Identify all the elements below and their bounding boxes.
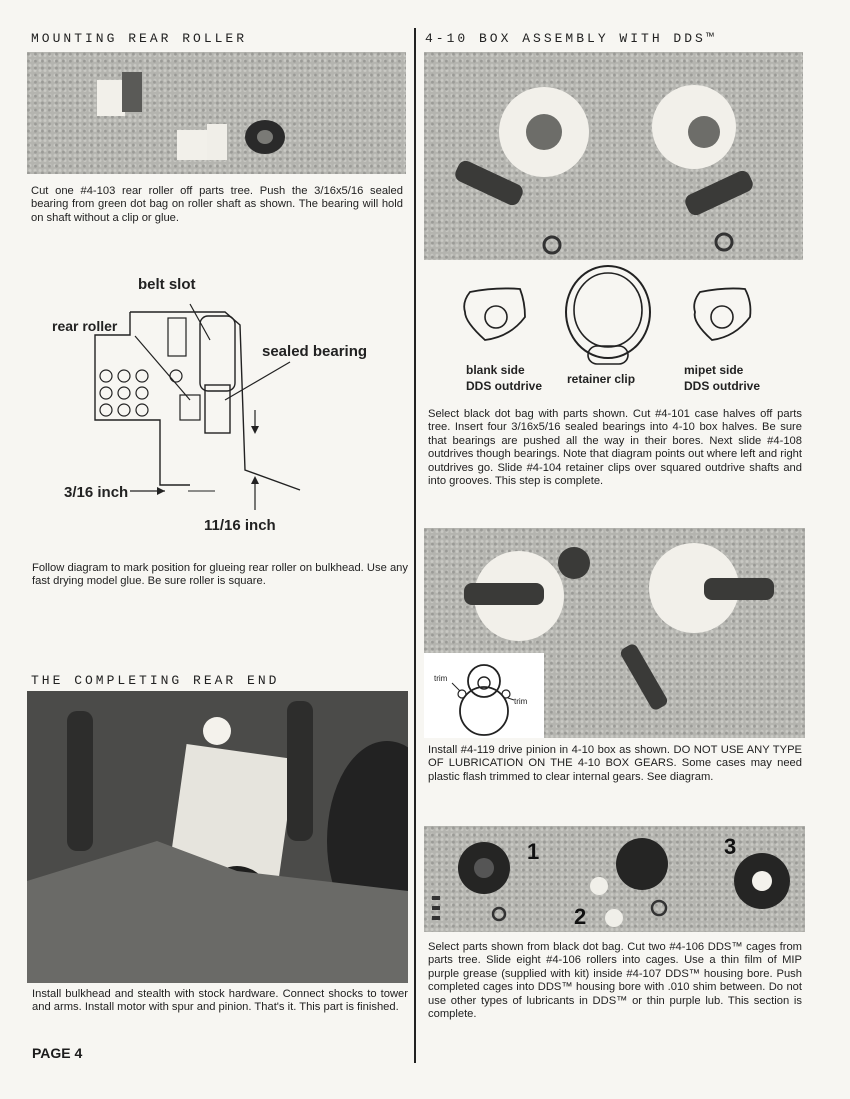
photo-rear-roller: [27, 52, 406, 174]
paragraph-pinion: Install #4-119 drive pinion in 4-10 box as shown. DO NOT USE ANY TYPE OF LUBRICATION ON THE 4-10 BOX GEARS. Some cases may need plastic flash trimmed to clear internal gears. See diagram.: [428, 744, 802, 783]
label-3-16-inch: 3/16 inch: [64, 484, 129, 501]
photo-dds-gears: [424, 826, 805, 932]
label-trim-right: trim: [514, 697, 528, 706]
label-trim-left: trim: [434, 674, 448, 683]
photo-box-halves: [424, 52, 803, 260]
label-number-2: 2: [574, 904, 587, 929]
heading-completing-rear-end: THE COMPLETING REAR END: [31, 673, 280, 688]
heading-mounting-rear-roller: MOUNTING REAR ROLLER: [31, 31, 248, 46]
label-mipet-side: mipet side: [684, 363, 744, 377]
paragraph-roller: Cut one #4-103 rear roller off parts tree. Push the 3/16x5/16 sealed bearing from green dot bag on roller shaft as shown. The bearing will hold on shaft without a clip or glue.: [31, 185, 403, 224]
paragraph-case: Select black dot bag with parts shown. Cut #4-101 case halves off parts tree. Insert four 3/16x5/16 sealed bearings into 4-10 box halves. Be sure that bearings are pushed all the way in their bores. Next slide #4-108 outdrives though bearings. Note that diagram points out where left and right outdrives go. Slide #4-104 retainer clips over squared outdrive shafts and into grooves. This step is complete.: [428, 408, 802, 488]
paragraph-glue: Follow diagram to mark position for glueing rear roller on bulkhead. Use any fast drying model glue. Be sure roller is square.: [32, 562, 408, 588]
label-blank-side-outdrive: DDS outdrive: [466, 379, 543, 393]
label-number-3: 3: [724, 834, 737, 859]
label-rear-roller: rear roller: [52, 318, 118, 334]
label-mipet-side-outdrive: DDS outdrive: [684, 379, 761, 393]
paragraph-cages: Select parts shown from black dot bag. Cut two #4-106 DDS™ cages from parts tree. Slide eight #4-106 rollers into cages. Use a thin film of MIP purple grease (supplied with kit) inside #4-107 DDS™ housing bore. Push completed cages into DDS™ housing bore with .010 shim between. Do not use other types of lubricants in DDS™ or thin purple lub. This section is complete.: [428, 941, 802, 1021]
label-11-16-inch: 11/16 inch: [204, 517, 276, 534]
label-belt-slot: belt slot: [138, 276, 196, 293]
diagram-roller-position: [40, 270, 400, 540]
page-number: PAGE 4: [32, 1045, 83, 1061]
label-blank-side: blank side: [466, 363, 525, 377]
heading-box-assembly: 4-10 BOX ASSEMBLY WITH DDS™: [425, 31, 717, 46]
label-sealed-bearing: sealed bearing: [262, 343, 368, 360]
diagram-outdrives: [430, 262, 800, 402]
photo-pinion: [424, 528, 805, 738]
paragraph-bulkhead: Install bulkhead and stealth with stock hardware. Connect shocks to tower and arms. Install motor with spur and pinion. That's it. This part is finished.: [32, 988, 408, 1014]
label-number-1: 1: [527, 839, 540, 864]
label-retainer-clip: retainer clip: [567, 372, 636, 386]
photo-rear-end: [27, 691, 408, 983]
column-divider: [414, 28, 416, 1063]
